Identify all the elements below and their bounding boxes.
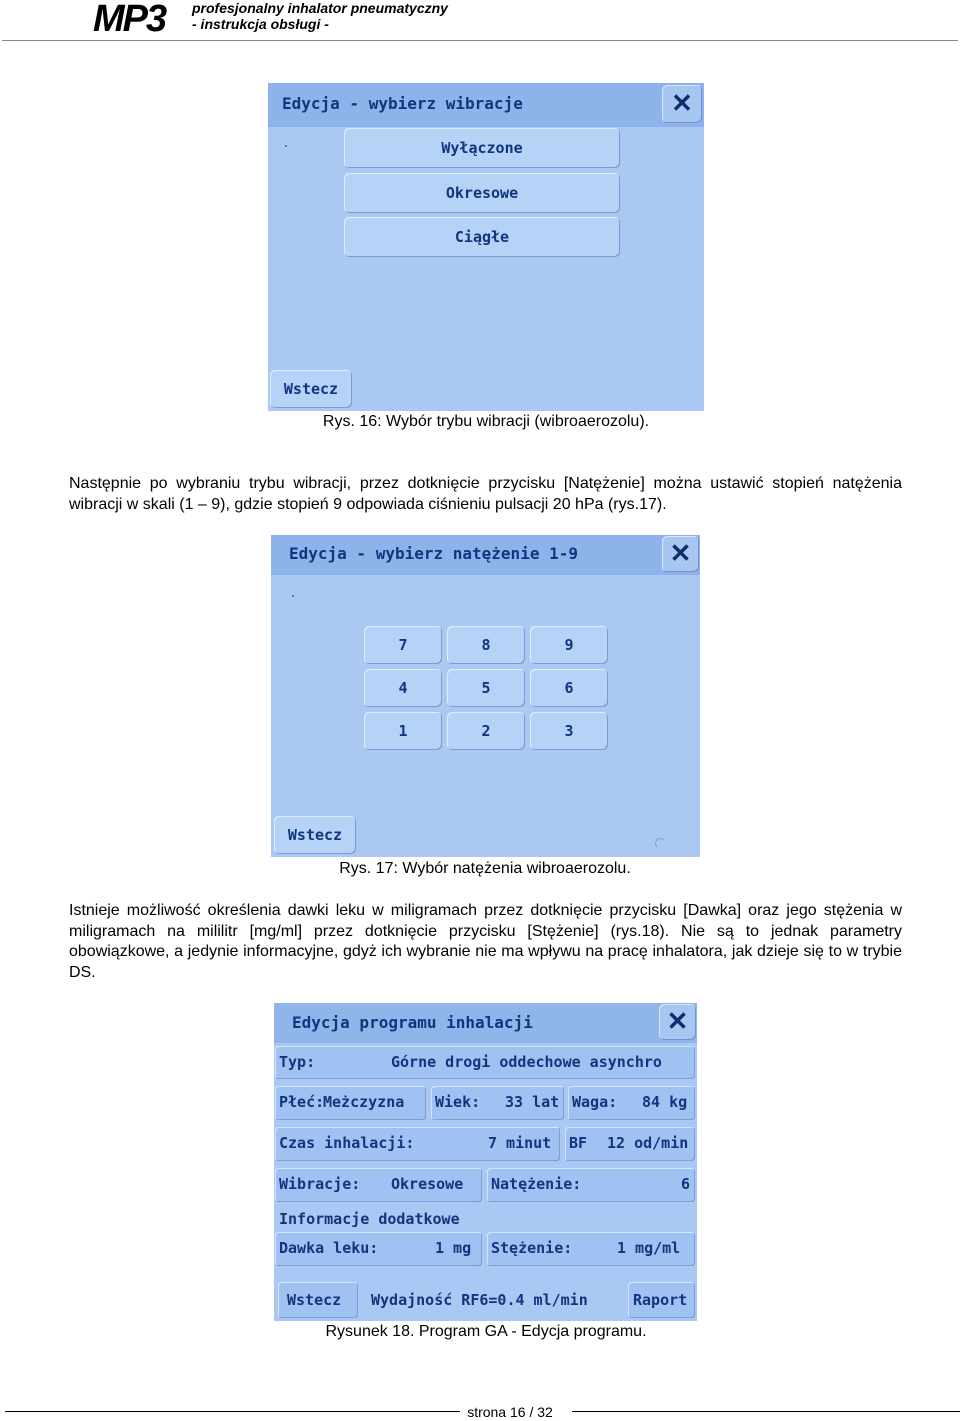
- screen-speck: [292, 595, 294, 597]
- gender-field[interactable]: [275, 1086, 426, 1120]
- dose-value: 1 mg: [435, 1239, 472, 1257]
- bf-field[interactable]: [565, 1127, 695, 1161]
- concentration-value: 1 mg/ml: [617, 1239, 681, 1257]
- vibration-label: Wibracje:: [279, 1175, 361, 1193]
- screen-corner-mark: [655, 838, 666, 849]
- type-label: Typ:: [279, 1053, 316, 1071]
- concentration-label: Stężenie:: [491, 1239, 573, 1257]
- key-7[interactable]: 7: [364, 626, 442, 664]
- close-button[interactable]: ✕: [659, 1004, 696, 1040]
- program-edit-screen: [274, 1003, 697, 1321]
- type-field[interactable]: [275, 1046, 695, 1079]
- age-field[interactable]: [431, 1086, 564, 1120]
- weight-field[interactable]: [568, 1086, 695, 1120]
- additional-info-header: Informacje dodatkowe: [279, 1210, 460, 1228]
- back-button[interactable]: [278, 1282, 358, 1318]
- dose-field[interactable]: [275, 1232, 482, 1266]
- weight-label: Waga:: [572, 1093, 618, 1111]
- key-9[interactable]: 9: [530, 626, 608, 664]
- close-button[interactable]: ✕: [662, 85, 702, 123]
- concentration-field[interactable]: [487, 1232, 695, 1266]
- inhalation-time-value: 7 minut: [488, 1134, 552, 1152]
- report-label: Raport: [633, 1291, 688, 1309]
- key-5[interactable]: 5: [447, 669, 525, 707]
- back-button[interactable]: Wstecz: [270, 370, 352, 408]
- key-6[interactable]: 6: [530, 669, 608, 707]
- intensity-label: Natężenie:: [491, 1175, 582, 1193]
- logo: MP3: [93, 0, 166, 40]
- output-rate-text: Wydajność RF6=0.4 ml/min: [371, 1291, 588, 1309]
- gender-label: Płeć:: [279, 1093, 325, 1111]
- report-button[interactable]: [628, 1282, 695, 1318]
- intensity-value: 6: [681, 1175, 691, 1193]
- option-off-button[interactable]: Wyłączone: [344, 128, 620, 168]
- type-value: Górne drogi oddechowe asynchro: [391, 1053, 662, 1071]
- key-4[interactable]: 4: [364, 669, 442, 707]
- dose-label: Dawka leku:: [279, 1239, 379, 1257]
- page-number: strona 16 / 32: [467, 1404, 553, 1420]
- intensity-field[interactable]: [487, 1168, 695, 1202]
- back-button[interactable]: Wstecz: [274, 816, 356, 854]
- vibration-field[interactable]: [275, 1168, 482, 1202]
- bf-label: BF: [569, 1134, 588, 1152]
- figure-caption: Rys. 17: Wybór natężenia wibroaerozolu.: [339, 860, 631, 877]
- back-label: Wstecz: [287, 1291, 342, 1309]
- inhalation-time-field[interactable]: [275, 1127, 560, 1161]
- option-periodic-button[interactable]: Okresowe: [344, 173, 620, 213]
- header-subtitle-2: - instrukcja obsługi -: [192, 16, 329, 32]
- figure-caption: Rysunek 18. Program GA - Edycja programu.: [325, 1323, 647, 1340]
- screen-speck: [285, 145, 287, 147]
- weight-value: 84 kg: [642, 1093, 688, 1111]
- vibration-mode-screen: [268, 83, 704, 411]
- header-divider: [2, 40, 958, 41]
- key-2[interactable]: 2: [447, 712, 525, 750]
- body-paragraph: Istnieje możliwość określenia dawki leku w miligramach przez dotknięcie przycisku [Dawka] oraz jego stężenia w miligramach na mililitr [mg/ml] przez dotknięcie przycisku [Stężenie] (rys.18). Nie są to jednak parametry obowiązkowe, a jedynie informacyjne, gdyż ich wybranie nie ma wpływu na pracę inhalatora, jak dzieje się to w trybie DS.: [69, 902, 902, 981]
- screen-title: Edycja - wybierz natężenie 1-9: [289, 544, 578, 563]
- age-label: Wiek:: [435, 1093, 481, 1111]
- screen-titlebar: [274, 1003, 697, 1043]
- figure-caption: Rys. 16: Wybór trybu wibracji (wibroaerozolu).: [322, 413, 650, 430]
- key-3[interactable]: 3: [530, 712, 608, 750]
- inhalation-time-label: Czas inhalacji:: [279, 1134, 415, 1152]
- screen-titlebar: [271, 535, 700, 575]
- screen-title: Edycja - wybierz wibracje: [282, 94, 523, 113]
- body-paragraph: Następnie po wybraniu trybu wibracji, przez dotknięcie przycisku [Natężenie] można ustawić stopień natężenia wibracji w skali (1 – 9), gdzie stopień 9 odpowiada ciśnieniu pulsacji 20 hPa (rys.17).: [69, 475, 902, 513]
- option-continuous-button[interactable]: Ciągłe: [344, 217, 620, 257]
- close-button[interactable]: ✕: [662, 536, 699, 572]
- age-value: 33 lat: [505, 1093, 560, 1111]
- gender-value: Meżczyzna: [323, 1093, 405, 1111]
- key-8[interactable]: 8: [447, 626, 525, 664]
- header-subtitle: profesjonalny inhalator pneumatyczny: [192, 0, 448, 16]
- vibration-value: Okresowe: [391, 1175, 464, 1193]
- key-1[interactable]: 1: [364, 712, 442, 750]
- screen-title: Edycja programu inhalacji: [292, 1013, 533, 1032]
- bf-value: 12 od/min: [607, 1134, 689, 1152]
- screen-titlebar: [268, 83, 704, 127]
- intensity-screen: [271, 535, 700, 857]
